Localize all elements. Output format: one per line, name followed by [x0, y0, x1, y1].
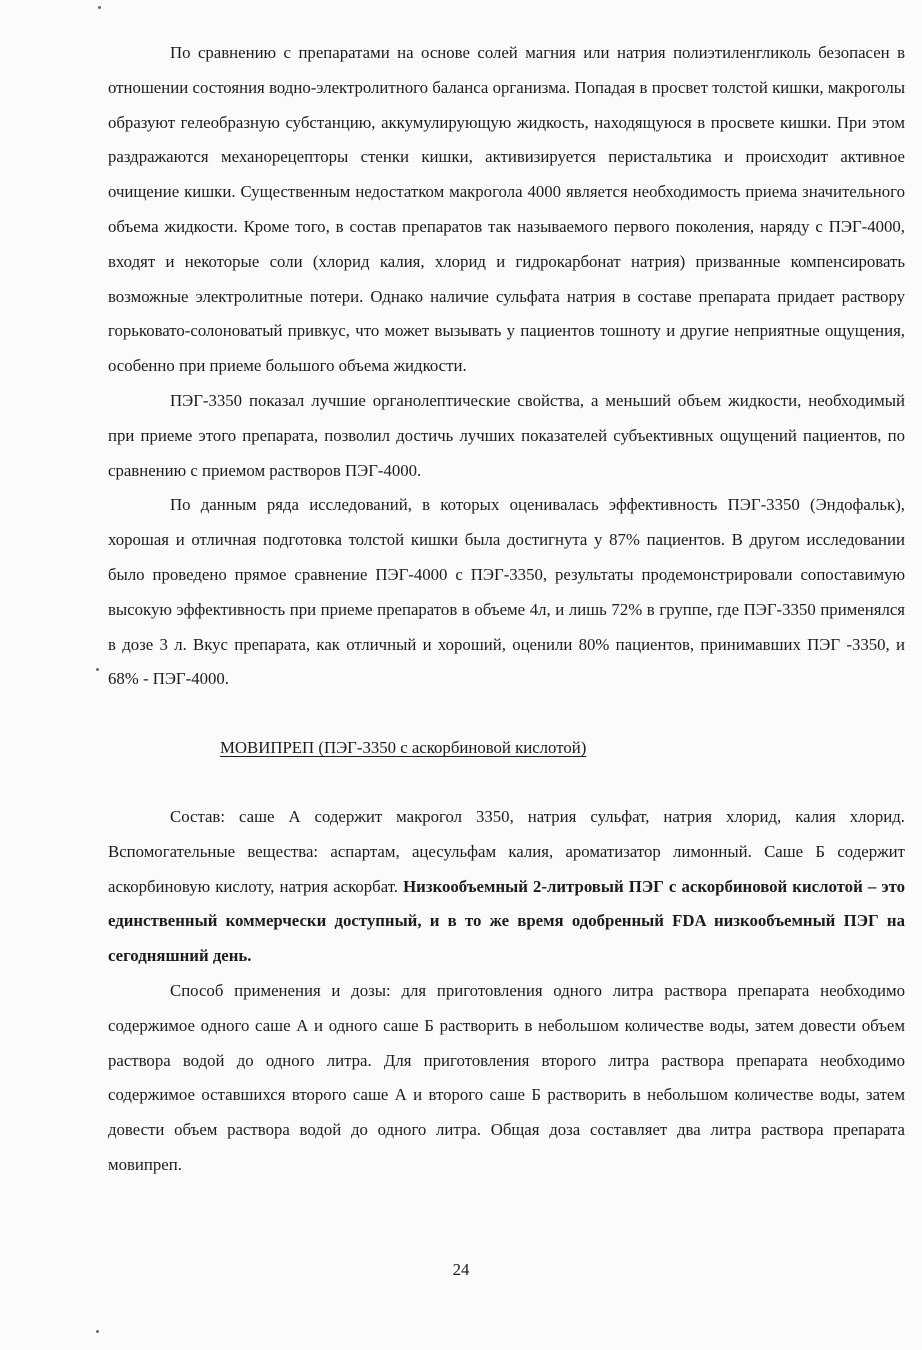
scan-speck: [96, 668, 99, 671]
paragraph-peg-3350-properties: ПЭГ-3350 показал лучшие органолептические свойства, а меньший объем жидкости, необходимый при приеме этого препарата, позволил достичь лучших показателей субъективных ощущений пациентов, по сравнению с приемом растворов ПЭГ-4000.: [108, 390, 905, 480]
section-heading-moviprep: МОВИПРЕП (ПЭГ-3350 с аскорбиновой кислотой): [220, 738, 587, 758]
paragraph-dosage: Способ применения и дозы: для приготовления одного литра раствора препарата необходимо содержимое одного саше А и одного саше Б растворить в небольшом количестве воды, затем довести объем раствора водой до одного литра. Для приготовления второго литра раствора препарата необходимо содержимое оставшихся второго саше А и второго саше Б растворить в небольшом количестве воды, затем довести объем раствора водой до одного литра. Общая доза составляет два литра раствора препарата мовипреп.: [108, 980, 905, 1174]
page-number: 24: [452, 1260, 470, 1279]
paragraph-peg-safety: По сравнению с препаратами на основе солей магния или натрия полиэтиленгликоль безопасен в отношении состояния водно-электролитного баланса организма. Попадая в просвет толстой кишки, макроголы образуют гелеобразную субстанцию, аккумулирующую жидкость, находящуюся в просвете кишки. При этом раздражаются механорецепторы стенки кишки, активизируется перистальтика и происходит активное очищение кишки. Существенным недостатком макрогола 4000 является необходимость приема значительного объема жидкости. Кроме того, в состав препаратов так называемого первого поколения, наряду с ПЭГ-4000, входят и некоторые соли (хлорид калия, хлорид и гидрокарбонат натрия) призванные компенсировать возможные электролитные потери. Однако наличие сульфата натрия в составе препарата придает раствору горьковато-солоноватый привкус, что может вызывать у пациентов тошноту и другие неприятные ощущения, особенно при приеме большого объема жидкости.: [108, 43, 905, 376]
section-spacer: [108, 766, 905, 800]
section-spacer: [108, 697, 905, 731]
scan-speck: [98, 6, 101, 9]
paragraph-studies: По данным ряда исследований, в которых оценивалась эффективность ПЭГ-3350 (Эндофальк), хорошая и отличная подготовка толстой кишки была достигнута у 87% пациентов. В другом исследовании было проведено прямое сравнение ПЭГ-4000 с ПЭГ-3350, результаты продемонстрировали сопоставимую высокую эффективность при приеме препаратов в объеме 4л, и лишь 72% в группе, где ПЭГ-3350 применялся в дозе 3 л. Вкус препарата, как отличный и хороший, оценили 80% пациентов, принимавших ПЭГ -3350, и 68% - ПЭГ-4000.: [108, 495, 905, 689]
composition-bold-statement: Низкообъемный 2-литровый ПЭГ с аскорбиновой кислотой – это единственный коммерчески доступный, и в то же время одобренный FDA низкообъемный ПЭГ на сегодняшний день.: [108, 876, 905, 966]
paragraph-composition: [108, 800, 905, 974]
composition-text: Состав: саше А содержит макрогол 3350, натрия сульфат, натрия хлорид, калия хлорид. Вспомогательные вещества: аспартам, ацесульфам калия, ароматизатор лимонный. Саше Б содержит аскорбиновую кислоту, натрия аскорбат.: [108, 806, 905, 896]
scan-speck: [96, 1330, 99, 1333]
body-text: [108, 36, 905, 1183]
